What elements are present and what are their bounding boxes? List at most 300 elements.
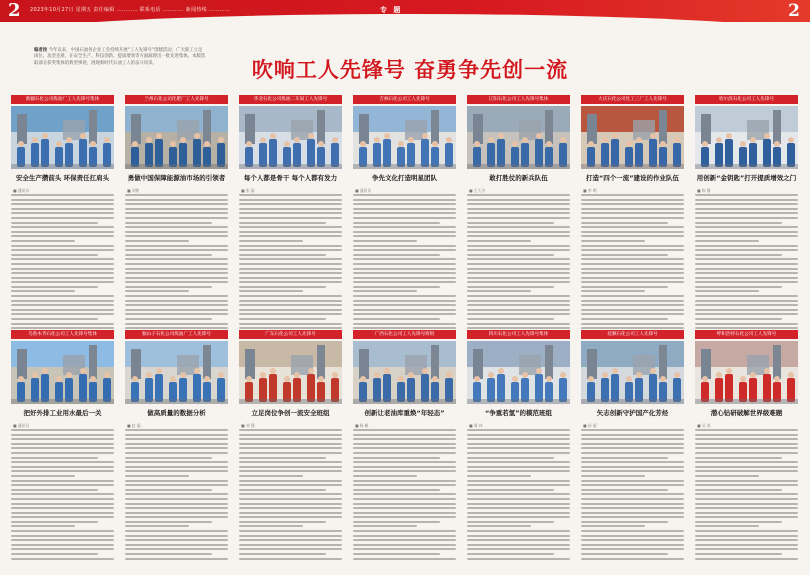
article-text-line [353, 530, 456, 532]
article-text-line [695, 304, 798, 306]
article-text-line [353, 457, 440, 459]
article-text-line [239, 212, 342, 214]
article-text-line [11, 290, 75, 292]
article-text-line [11, 323, 114, 325]
article-body [467, 429, 570, 562]
article-byline: ■ 通讯员 [13, 423, 30, 428]
article-text-line [467, 231, 570, 233]
article-text-line [239, 249, 342, 251]
article-text-line [11, 548, 114, 550]
article-text-line [353, 290, 417, 292]
article-text-line [695, 217, 798, 219]
article-text-line [353, 194, 456, 196]
article-text-line [695, 438, 798, 440]
article-photo [125, 341, 228, 404]
article-text-line [353, 222, 440, 224]
article-text-line [467, 438, 570, 440]
article-text-line [239, 327, 342, 329]
article-text-line [581, 235, 684, 237]
lead-text: 今年以来，中国石油各企业工会持续开展“工人先锋号”创建活动，广大职工立足岗位、攻坚克难，在安全生产、科技创新、提质增效等方面涌现出一批先进集体。本版选取部分获奖集体的典型事迹，展现新时代石油工人的奋斗风采。 [34, 48, 206, 66]
article-text-line [11, 535, 114, 537]
article-byline: ■ 赵 磊 [127, 423, 141, 428]
article-text-line [581, 489, 668, 491]
article-text-line [353, 263, 456, 265]
article-text-line [239, 530, 342, 532]
article-text-line [239, 535, 342, 537]
article-text-line [695, 235, 798, 237]
article-text-line [695, 457, 782, 459]
article-photo [581, 341, 684, 404]
article-text-line [239, 558, 342, 560]
article-text-line [581, 268, 684, 270]
article-title: 潜心钻研破解世界级难题 [710, 409, 783, 417]
article-text-line [11, 503, 114, 505]
article-text-line [125, 438, 228, 440]
article-text-line [467, 457, 554, 459]
article-text-line [581, 212, 684, 214]
article-text-line [353, 493, 456, 495]
article-text-line [125, 268, 228, 270]
article-text-line [11, 429, 114, 431]
article-text-line [239, 313, 342, 315]
article-text-line [353, 245, 456, 247]
article-text-line [125, 313, 228, 315]
article-text-line [239, 199, 342, 201]
article-text-line [11, 254, 98, 256]
article-text-line [467, 318, 554, 320]
page-headline: 吹响工人先锋号 奋勇争先创一流 [251, 58, 569, 82]
article-text-line [125, 434, 228, 436]
article-text-line [11, 447, 114, 449]
article-text-line [239, 277, 342, 279]
article-text-line [581, 484, 684, 486]
article-text-line [125, 521, 212, 523]
article-text-line [353, 258, 456, 260]
article-text-line [695, 313, 798, 315]
article-text-line [239, 452, 342, 454]
article-text-line [467, 203, 570, 205]
article-text-line [581, 466, 684, 468]
article-text-line [11, 480, 114, 482]
article-text-line [353, 466, 456, 468]
article-text-line [11, 309, 114, 311]
article-text-line [353, 199, 456, 201]
article-text-line [695, 199, 798, 201]
article-photo [695, 106, 798, 169]
article-text-line [11, 461, 114, 463]
article-photo [239, 341, 342, 404]
article-text-line [239, 318, 326, 320]
article-text-line [125, 199, 228, 201]
article-text-line [467, 484, 570, 486]
article-text-line [125, 327, 228, 329]
article-text-line [239, 516, 342, 518]
article-text-line [125, 240, 189, 242]
article-text-line [467, 212, 570, 214]
article-text-line [467, 530, 570, 532]
article-text-line [581, 558, 684, 560]
article-text-line [125, 254, 212, 256]
article-body [353, 429, 456, 562]
article-title: “争重若氢”的模范班组 [484, 409, 553, 417]
article-text-line [125, 516, 228, 518]
article-byline: ■ 王大为 [469, 188, 486, 193]
article-text-line [125, 503, 228, 505]
article-text-line [11, 231, 114, 233]
article-text-line [581, 535, 684, 537]
article-title: 做高质量的数据分析 [147, 409, 206, 417]
article-text-line [353, 443, 456, 445]
article-photo [581, 106, 684, 169]
article-text-line [125, 304, 228, 306]
article-text-line [695, 507, 798, 509]
article-text-line [467, 507, 570, 509]
article-text-line [467, 521, 554, 523]
article-text-line [239, 493, 342, 495]
masthead-info: 2023年10月27日 星期五 责任编辑 ………… 联系电话 ………… 新闻热线 ………… [30, 7, 231, 13]
article-text-line [581, 208, 684, 210]
article-kicker: 新疆石化公司炼油厂工人先锋号集体 [11, 95, 114, 104]
article-text-line [353, 498, 456, 500]
article-text-line [581, 249, 684, 251]
article-text-line [581, 480, 684, 482]
article-text-line [581, 222, 668, 224]
article-text-line [581, 295, 684, 297]
article-text-line [467, 286, 554, 288]
article-text-line [467, 493, 570, 495]
article-photo [695, 341, 798, 404]
article-text-line [239, 286, 326, 288]
article-text-line [239, 323, 342, 325]
article-text-line [695, 286, 782, 288]
article-text-line [467, 208, 570, 210]
article-text-line [695, 521, 782, 523]
article-text-line [467, 498, 570, 500]
article-text-line [353, 429, 456, 431]
article-text-line [353, 208, 456, 210]
article-text-line [581, 203, 684, 205]
article-text-line [467, 249, 570, 251]
article-body [581, 429, 684, 562]
article-text-line [695, 231, 798, 233]
article-text-line [695, 222, 782, 224]
article-kicker: 呼和浩特石化公司工人先锋号 [695, 330, 798, 339]
article-text-line [695, 544, 798, 546]
article-text-line [239, 525, 303, 527]
article-text-line [581, 263, 684, 265]
article-text-line [695, 484, 798, 486]
article-text-line [125, 447, 228, 449]
article-body [11, 429, 114, 562]
article-photo [467, 341, 570, 404]
article-text-line [581, 231, 684, 233]
article-text-line [467, 480, 570, 482]
article-photo [11, 106, 114, 169]
article-text-line [239, 268, 342, 270]
article-text-line [11, 268, 114, 270]
article-text-line [353, 461, 456, 463]
article-text-line [695, 309, 798, 311]
article-text-line [125, 484, 228, 486]
article-text-line [11, 530, 114, 532]
article-text-line [467, 194, 570, 196]
article-text-line [11, 212, 114, 214]
article-text-line [467, 254, 554, 256]
article-text-line [11, 475, 75, 477]
article-text-line [695, 489, 782, 491]
article-title: 用创新“金钥匙”打开提质增效之门 [696, 174, 797, 182]
article-text-line [125, 300, 228, 302]
article-text-line [467, 217, 570, 219]
article-text-line [467, 489, 554, 491]
article-text-line [467, 290, 531, 292]
article-text-line [239, 263, 342, 265]
article-text-line [239, 507, 342, 509]
article-text-line [581, 429, 684, 431]
article-text-line [239, 484, 342, 486]
article-text-line [581, 443, 684, 445]
article-text-line [467, 558, 570, 560]
article-text-line [11, 544, 114, 546]
article-text-line [125, 480, 228, 482]
article-text-line [239, 309, 342, 311]
article-byline: ■ 吴 涛 [697, 423, 711, 428]
article-text-line [695, 258, 798, 260]
article-text-line [467, 226, 570, 228]
article-text-line [467, 461, 570, 463]
article-text-line [695, 194, 798, 196]
article-byline: ■ 孙 丽 [583, 423, 597, 428]
article-text-line [125, 558, 228, 560]
article-text-line [239, 240, 303, 242]
article-text-line [695, 553, 782, 555]
article-text-line [353, 286, 440, 288]
article-text-line [695, 281, 798, 283]
article-text-line [239, 295, 342, 297]
article-text-line [353, 447, 456, 449]
article-text-line [239, 457, 326, 459]
article-text-line [125, 553, 212, 555]
article-text-line [11, 199, 114, 201]
lead-paragraph [34, 48, 206, 67]
article-text-line [467, 313, 570, 315]
article-text-line [353, 544, 456, 546]
article-kicker: 哈尔滨石化公司工人先锋号 [695, 95, 798, 104]
article-text-line [353, 327, 456, 329]
article-photo [353, 106, 456, 169]
article-text-line [581, 503, 684, 505]
article-text-line [125, 470, 228, 472]
article-text-line [581, 470, 684, 472]
article-text-line [11, 300, 114, 302]
article-text-line [11, 295, 114, 297]
article-text-line [581, 525, 645, 527]
article-text-line [695, 558, 798, 560]
article-text-line [353, 272, 456, 274]
article-text-line [239, 553, 326, 555]
article-text-line [125, 544, 228, 546]
article-text-line [353, 304, 456, 306]
article-text-line [467, 548, 570, 550]
article-text-line [695, 272, 798, 274]
article-text-line [239, 489, 326, 491]
article-text-line [581, 304, 684, 306]
article-text-line [239, 443, 342, 445]
article-photo [467, 106, 570, 169]
article-text-line [239, 475, 303, 477]
article-text-line [125, 512, 228, 514]
article-text-line [581, 553, 668, 555]
article-text-line [239, 480, 342, 482]
article-text-line [11, 277, 114, 279]
article-text-line [239, 226, 342, 228]
article-text-line [239, 217, 342, 219]
article-text-line [353, 553, 440, 555]
article-text-line [581, 539, 684, 541]
article-text-line [695, 493, 798, 495]
article-text-line [695, 295, 798, 297]
article-text-line [11, 525, 75, 527]
article-byline: ■ 刘 强 [241, 423, 255, 428]
article-text-line [353, 318, 440, 320]
article-text-line [239, 447, 342, 449]
article-text-line [11, 466, 114, 468]
article-text-line [11, 203, 114, 205]
article-text-line [239, 235, 342, 237]
article-text-line [239, 231, 342, 233]
article-text-line [467, 503, 570, 505]
article-text-line [467, 272, 570, 274]
article-text-line [125, 231, 228, 233]
article-byline: ■ 通讯员 [355, 188, 372, 193]
article-byline: ■ 杨 帆 [355, 423, 369, 428]
article-text-line [239, 222, 326, 224]
article-text-line [695, 240, 759, 242]
article-text-line [695, 268, 798, 270]
article-text-line [125, 323, 228, 325]
article-text-line [581, 457, 668, 459]
article-text-line [467, 222, 554, 224]
article-text-line [239, 503, 342, 505]
article-text-line [353, 438, 456, 440]
article-text-line [581, 258, 684, 260]
article-text-line [467, 470, 570, 472]
article-text-line [125, 272, 228, 274]
article-text-line [467, 295, 570, 297]
article-text-line [11, 208, 114, 210]
article-text-line [581, 240, 645, 242]
article-text-line [581, 530, 684, 532]
article-text-line [125, 212, 228, 214]
article-text-line [239, 521, 326, 523]
article-text-line [11, 516, 114, 518]
article-text-line [353, 217, 456, 219]
article-text-line [125, 263, 228, 265]
article-text-line [695, 548, 798, 550]
article-text-line [581, 318, 668, 320]
article-text-line [239, 544, 342, 546]
article-text-line [11, 235, 114, 237]
article-text-line [695, 434, 798, 436]
article-text-line [239, 470, 342, 472]
article-text-line [11, 512, 114, 514]
article-text-line [125, 535, 228, 537]
article-text-line [695, 443, 798, 445]
article-text-line [125, 461, 228, 463]
article-text-line [125, 194, 228, 196]
article-text-line [581, 521, 668, 523]
article-text-line [239, 290, 303, 292]
article-kicker: 抚顺石化公司工人先锋号 [581, 330, 684, 339]
article-photo [353, 341, 456, 404]
article-text-line [467, 535, 570, 537]
article-body [239, 429, 342, 562]
article-kicker: 乌鲁木齐石化公司工人先锋号集体 [11, 330, 114, 339]
article-text-line [581, 272, 684, 274]
article-text-line [467, 281, 570, 283]
article-text-line [353, 309, 456, 311]
article-text-line [239, 429, 342, 431]
article-text-line [467, 263, 570, 265]
article-text-line [581, 290, 645, 292]
article-text-line [239, 194, 342, 196]
article-text-line [467, 452, 570, 454]
article-title: 勇做中国保障能源油市场的引领者 [127, 174, 226, 182]
article-text-line [11, 507, 114, 509]
article-text-line [125, 443, 228, 445]
article-text-line [11, 327, 114, 329]
article-byline: ■ 刘铭 [127, 188, 140, 193]
article-text-line [467, 309, 570, 311]
article-text-line [125, 235, 228, 237]
article-text-line [695, 277, 798, 279]
article-text-line [11, 226, 114, 228]
article-text-line [11, 318, 98, 320]
article-text-line [581, 434, 684, 436]
article-text-line [353, 254, 440, 256]
article-text-line [695, 525, 759, 527]
article-text-line [353, 300, 456, 302]
article-text-line [353, 203, 456, 205]
article-kicker: 华北石化公司炼油二车间工人先锋号 [239, 95, 342, 104]
article-text-line [581, 507, 684, 509]
article-text-line [467, 512, 570, 514]
article-text-line [467, 277, 570, 279]
article-title: 创新让老油库重焕“年轻态” [364, 409, 445, 417]
article-text-line [11, 281, 114, 283]
article-text-line [239, 272, 342, 274]
article-text-line [695, 212, 798, 214]
article-body [695, 429, 798, 562]
article-title: 矢志创新守护国产化芳烃 [596, 409, 669, 417]
article-text-line [695, 498, 798, 500]
article-text-line [11, 286, 98, 288]
article-text-line [581, 548, 684, 550]
article-text-line [11, 222, 98, 224]
article-text-line [353, 249, 456, 251]
article-text-line [581, 516, 684, 518]
article-text-line [11, 498, 114, 500]
article-text-line [695, 470, 798, 472]
article-text-line [353, 277, 456, 279]
article-kicker: 兰州石化公司化肥厂工人先锋号 [125, 95, 228, 104]
article-text-line [467, 199, 570, 201]
article-text-line [125, 203, 228, 205]
article-text-line [695, 503, 798, 505]
article-kicker: 广西石化公司工人先锋号班组 [353, 330, 456, 339]
lead-label: 编者按 [34, 48, 48, 53]
article-text-line [11, 470, 114, 472]
